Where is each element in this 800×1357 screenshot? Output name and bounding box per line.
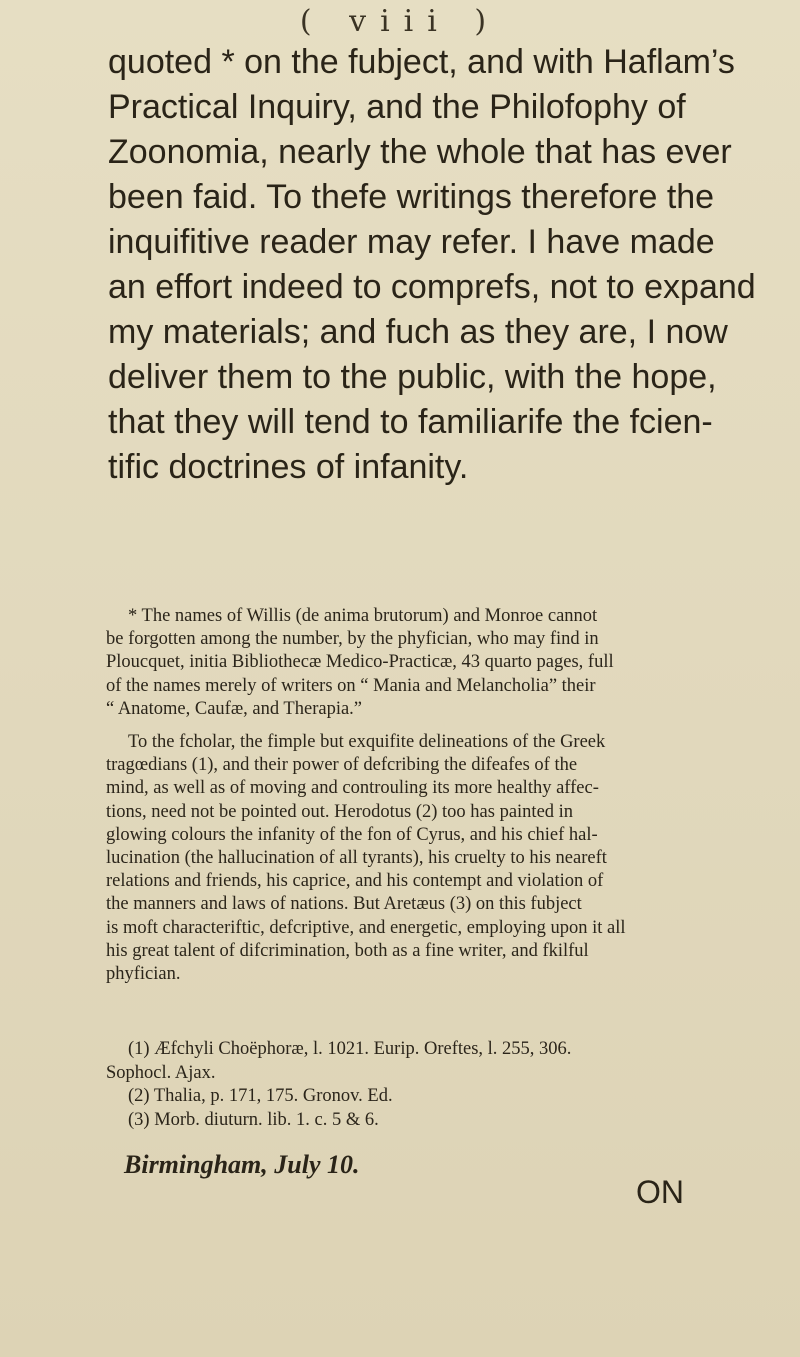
main-line: Practical Inquiry, and the Philofophy of [108,88,686,126]
paragraph-line: lucination (the hallucination of all tyrants), his cruelty to his neareft [106,848,607,869]
main-line: tific doctrines of infanity. [108,448,469,486]
footnote-line: Ploucquet, initia Bibliothecæ Medico-Practicæ, 43 quarto pages, full [106,652,614,673]
paragraph-line: relations and friends, his caprice, and his contempt and violation of [106,871,604,892]
paragraph-line: tions, need not be pointed out. Herodotus (2) too has painted in [106,801,574,822]
reference-note: Sophocl. Ajax. [106,1062,216,1083]
main-line: an effort indeed to comprefs, not to expand [108,268,756,306]
footnote-block [106,605,726,986]
footnote-line: of the names merely of writers on “ Mania and Melancholia” their [106,675,596,696]
main-line: been faid. To thefe writings therefore the [108,178,715,216]
main-line: Zoonomia, nearly the whole that has ever [108,133,732,171]
footnote-line: * The names of Willis (de anima brutorum) and Monroe cannot [128,606,598,626]
paragraph-line: mind, as well as of moving and controuling its more healthy affec- [106,778,599,799]
main-line: quoted * on the fubject, and with Haflam’s [108,43,735,81]
paragraph-line: his great talent of difcrimination, both as a fine writer, and fkilful [106,940,589,961]
page-number: ( viii ) [299,4,501,39]
reference-note: (3) Morb. diuturn. lib. 1. c. 5 & 6. [128,1109,379,1130]
paragraph-line: the manners and laws of nations. But Aretæus (3) on this fubject [106,894,582,915]
main-paragraph [108,40,756,490]
footnote-line: be forgotten among the number, by the phyfician, who may find in [106,629,599,650]
catchword: ON [636,1174,684,1210]
main-line: deliver them to the public, with the hope, [108,358,717,396]
paragraph-line: tragœdians (1), and their power of defcribing the difeafes of the [106,755,578,776]
footnote-line: “ Anatome, Caufæ, and Therapia.” [106,698,363,719]
paragraph-line: glowing colours the infanity of the fon of Cyrus, and his chief hal- [106,824,598,845]
reference-note: (1) Æfchyli Choëphoræ, l. 1021. Eurip. Oreftes, l. 255, 306. [128,1039,572,1059]
footnote-spacer [106,721,726,731]
main-line: inquifitive reader may refer. I have made [108,223,715,261]
paragraph-line: To the fcholar, the fimple but exquifite delineations of the Greek [128,732,606,753]
reference-notes [106,1038,728,1132]
paragraph-line: is moft characteriftic, defcriptive, and energetic, employing upon it all [106,917,626,938]
main-line: my materials; and fuch as they are, I now [108,313,728,351]
paragraph-line: phyfician. [106,964,181,985]
reference-note: (2) Thalia, p. 171, 175. Gronov. Ed. [128,1086,393,1106]
place-and-date: Birmingham, July 10. [124,1150,360,1179]
main-line: that they will tend to familiarife the fcien- [108,403,713,441]
